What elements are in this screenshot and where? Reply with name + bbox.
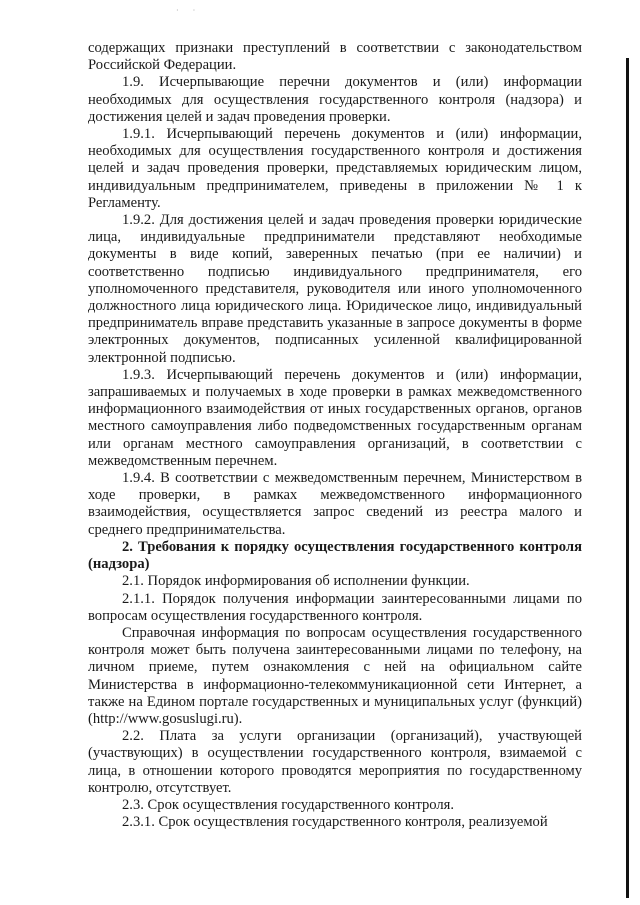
- paragraph-1-9-3: 1.9.3. Исчерпывающий перечень документов и (или) информации, запрашиваемых и получаемых в ходе проверки в рамках межведомственного информационного взаимодействия от иных государственных органов, органов местного самоуправления либо подведомственных государственным органам или органам местного самоуправления организаций, в соответствии с межведомственным перечнем.: [88, 366, 582, 469]
- paragraph-2-1: 2.1. Порядок информирования об исполнении функции.: [122, 573, 470, 590]
- paragraph-continuation: содержащих признаки преступлений в соответствии с законодательством Российской Федерации.: [88, 40, 582, 74]
- paragraph-2-3: 2.3. Срок осуществления государственного контроля.: [122, 796, 455, 813]
- paragraph-2-3-1: 2.3.1. Срок осуществления государственного контроля, реализуемой: [122, 814, 548, 831]
- paragraph-2-1-1: 2.1.1. Порядок получения информации заинтересованными лицами по вопросам осуществления государственного контроля.: [88, 590, 582, 624]
- document-body: [88, 40, 582, 831]
- paragraph-1-9-1: 1.9.1. Исчерпывающий перечень документов и (или) информации, необходимых для осуществления государственного контроля и достижения целей и задач проведения проверки, представляемых юридическим лицом, индивидуальным предпринимателем, приведены в приложении № 1 к Регламенту.: [88, 126, 582, 211]
- right-edge-line: [626, 58, 629, 898]
- paragraph-reference-info: Справочная информация по вопросам осуществления государственного контроля может быть получена заинтересованными лицами по телефону, на личном приеме, путем ознакомления с ней на официальном сайте Министерства в информационно-телекоммуникационной сети Интернет, а также на Едином портале государственных и муниципальных услуг (функций) (http://www.gosuslugi.ru).: [88, 624, 582, 727]
- paragraph-1-9: 1.9. Исчерпывающие перечни документов и (или) информации необходимых для осуществления государственного контроля (надзора) и достижения целей и задач проведения проверки.: [88, 74, 582, 125]
- section-heading: 2. Требования к порядку осуществления государственного контроля (надзора): [88, 538, 582, 573]
- paragraph-1-9-2: 1.9.2. Для достижения целей и задач проведения проверки юридические лица, индивидуальные предприниматели представляют необходимые документы в виде копий, заверенных печатью (при ее наличии) и соответственно подписью индивидуального предпринимателя, его уполномоченного представителя, руководителя или иного уполномоченного должностного лица юридического лица. Юридическое лицо, индивидуальный предприниматель вправе представить указанные в запросе документы в форме электронных документов, подписанных усиленной квалифицированной электронной подписью.: [88, 212, 582, 366]
- paragraph-2-2: 2.2. Плата за услуги организации (организаций), участвующей (участвующих) в осуществлении государственного контроля, взимаемой с лица, в отношении которого проводятся мероприятия по государственному контролю, отсутствует.: [88, 728, 582, 796]
- top-mark: · ·: [176, 6, 202, 15]
- paragraph-1-9-4: 1.9.4. В соответствии с межведомственным перечнем, Министерством в ходе проверки, в рамках межведомственного информационного взаимодействия, осуществляется запрос сведений из реестра малого и среднего предпринимательства.: [88, 470, 582, 538]
